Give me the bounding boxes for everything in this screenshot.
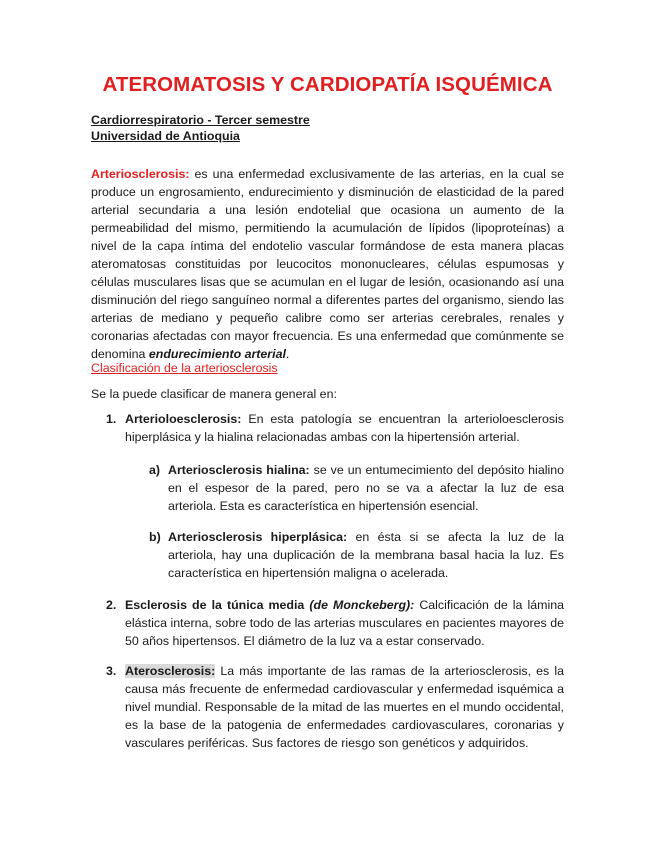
list-number-2: 2. <box>106 598 117 612</box>
intro-emphasis: endurecimiento arterial <box>148 347 286 361</box>
sublist-letter-b: b) <box>149 530 161 544</box>
list-item-1 <box>125 410 564 446</box>
list-item-2-term-paren: (de Monckeberg): <box>309 598 415 612</box>
sublist-item-a <box>168 461 564 515</box>
intro-text: es una enfermedad exclusivamente de las arterias, en la cual se produce un engrosamiento, endurecimiento y disminución de elasticidad de la pared arterial secundaria a una lesión endotelial que ocasiona un aumento de la permeabilidad del mismo, permitiendo la acumulación de lípidos (lipoproteínas) a nivel de la capa íntima del endotelio vascular formándose de esta manera placas ateromatosas constituidas por leucocitos mononucleares, células espumosas y células musculares lisas que se acumulan en el lugar de lesión, ocasionando así una disminución del riego sanguíneo normal a diferentes partes del organismo, siendo las arterias de mediano y pequeño calibre como ser arterias cerebrales, renales y coronarias afectadas con mayor frecuencia. Es una enfermedad que comúnmente se denomina <box>91 167 564 361</box>
intro-term: Arteriosclerosis: <box>91 167 190 181</box>
university-name: Universidad de Antioquia <box>91 129 240 143</box>
list-item-3-text: La más importante de las ramas de la arteriosclerosis, es la causa más frecuente de enfermedad cardiovascular y enfermedad isquémica a nivel mundial. Responsable de la mitad de las muertes en el mundo occidental, es la base de la patogenia de enfermedades cardiovasculares, coronarias y vasculares periféricas. Sus factores de riesgo son genéticos y adquiridos. <box>125 664 564 750</box>
list-item-1-text: En esta patología se encuentran la arterioloesclerosis hiperplásica y la hialina relacionadas ambas con la hipertensión arterial. <box>125 412 564 444</box>
document-title: ATEROMATOSIS Y CARDIOPATÍA ISQUÉMICA <box>102 73 553 96</box>
list-item-2-text: Calcificación de la lámina elástica interna, sobre todo de las arterias musculares en pacientes mayores de 50 años hipertensos. El diámetro de la luz va a estar conservado. <box>125 598 564 648</box>
sublist-item-b-term: Arteriosclerosis hiperplásica: <box>168 530 348 544</box>
sublist-item-b-text: en ésta si se afecta la luz de la arteriola, hay una duplicación de la membrana basal hacia la luz. Es característica en hipertensión maligna o acelerada. <box>168 530 564 580</box>
intro-paragraph <box>91 165 564 363</box>
list-item-1-term: Arterioloesclerosis: <box>125 412 242 426</box>
list-number-1: 1. <box>106 412 117 426</box>
sublist-item-a-text: se ve un entumecimiento del depósito hialino en el espesor de la pared, pero no se va a afectar la luz de esa arteriola. Esta es característica en hipertensión esencial. <box>168 463 564 513</box>
sublist-letter-a: a) <box>149 463 161 477</box>
list-number-3: 3. <box>106 664 117 678</box>
course-info <box>91 112 310 144</box>
list-item-2-term: Esclerosis de la túnica media <box>125 598 305 612</box>
section-heading: Clasificación de la arteriosclerosis <box>91 361 278 375</box>
list-item-3 <box>125 662 564 752</box>
intro-end: . <box>285 347 290 361</box>
sublist-item-a-term: Arteriosclerosis hialina: <box>168 463 310 477</box>
list-item-2 <box>125 596 564 650</box>
sublist-item-b <box>168 528 564 582</box>
course-name: Cardiorrespiratorio - Tercer semestre <box>91 113 310 127</box>
list-item-3-term: Aterosclerosis: <box>125 664 216 678</box>
section-intro: Se la puede clasificar de manera general en: <box>91 387 337 401</box>
